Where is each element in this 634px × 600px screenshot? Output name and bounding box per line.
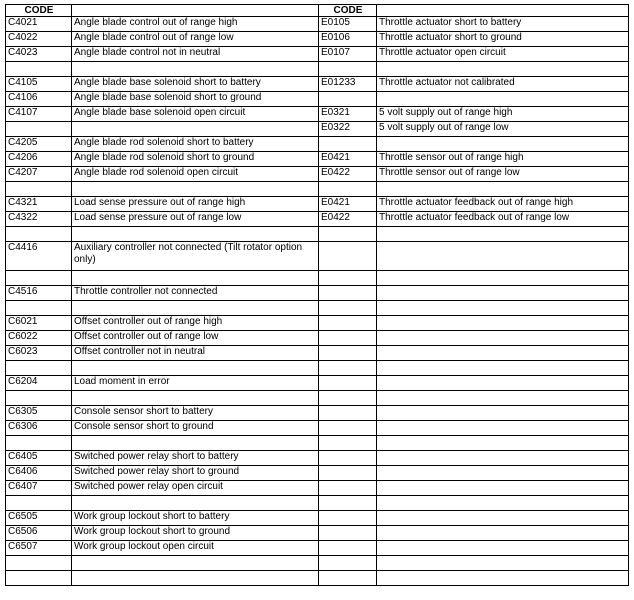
left-description-cell: Angle blade control out of range high [72,17,319,32]
right-code-cell [319,286,377,301]
left-code-cell [6,227,72,242]
table-row [6,436,629,451]
table-row [6,301,629,316]
left-description-cell [72,436,319,451]
header-code-right: CODE [319,5,377,17]
right-code-cell: E0322 [319,122,377,137]
right-description-cell [377,331,629,346]
left-code-cell: C4205 [6,137,72,152]
left-description-cell: Switched power relay open circuit [72,481,319,496]
left-code-cell [6,571,72,586]
right-description-cell [377,451,629,466]
table-row [6,271,629,286]
table-row [6,227,629,242]
left-code-cell: C6305 [6,406,72,421]
left-description-cell [72,122,319,137]
left-code-cell: C4321 [6,197,72,212]
right-description-cell [377,227,629,242]
left-description-cell: Angle blade rod solenoid short to battery [72,137,319,152]
left-description-cell: Angle blade base solenoid open circuit [72,107,319,122]
left-description-cell [72,571,319,586]
right-code-cell [319,391,377,406]
right-description-cell: Throttle actuator open circuit [377,47,629,62]
left-code-cell [6,62,72,77]
left-code-cell: C6405 [6,451,72,466]
right-code-cell [319,421,377,436]
table-row [6,316,629,331]
left-description-cell [72,391,319,406]
right-description-cell: 5 volt supply out of range low [377,122,629,137]
table-row [6,242,629,271]
left-description-cell: Angle blade rod solenoid short to ground [72,152,319,167]
right-code-cell [319,361,377,376]
right-code-cell [319,526,377,541]
left-description-cell: Console sensor short to ground [72,421,319,436]
left-code-cell [6,301,72,316]
table-row [6,376,629,391]
right-code-cell [319,92,377,107]
left-code-cell [6,496,72,511]
table-row [6,17,629,32]
left-description-cell: Offset controller out of range low [72,331,319,346]
right-description-cell: Throttle sensor out of range high [377,152,629,167]
left-code-cell: C6505 [6,511,72,526]
right-description-cell [377,346,629,361]
right-description-cell: Throttle actuator feedback out of range high [377,197,629,212]
left-code-cell: C4021 [6,17,72,32]
left-description-cell: Switched power relay short to ground [72,466,319,481]
right-code-cell: E0421 [319,197,377,212]
right-code-cell [319,496,377,511]
left-code-cell: C4322 [6,212,72,227]
left-code-cell: C4022 [6,32,72,47]
left-description-cell: Angle blade base solenoid short to ground [72,92,319,107]
right-code-cell: E0422 [319,212,377,227]
left-code-cell: C6407 [6,481,72,496]
left-description-cell [72,361,319,376]
right-code-cell [319,466,377,481]
left-description-cell [72,62,319,77]
left-description-cell: Offset controller out of range high [72,316,319,331]
right-description-cell [377,526,629,541]
left-code-cell [6,271,72,286]
left-code-cell [6,436,72,451]
table-row [6,421,629,436]
right-code-cell [319,511,377,526]
left-code-cell: C4023 [6,47,72,62]
left-code-cell: C4106 [6,92,72,107]
right-code-cell [319,541,377,556]
left-description-cell: Load sense pressure out of range low [72,212,319,227]
table-row [6,571,629,586]
table-row [6,152,629,167]
left-code-cell: C6023 [6,346,72,361]
right-description-cell [377,182,629,197]
table-row [6,511,629,526]
right-description-cell [377,556,629,571]
right-code-cell [319,62,377,77]
right-description-cell [377,361,629,376]
left-code-cell: C6507 [6,541,72,556]
table-body [6,17,629,586]
right-description-cell [377,421,629,436]
right-code-cell [319,436,377,451]
right-code-cell: E0321 [319,107,377,122]
table-row [6,47,629,62]
right-code-cell [319,137,377,152]
table-row [6,122,629,137]
left-description-cell: Offset controller not in neutral [72,346,319,361]
left-description-cell: Angle blade control not in neutral [72,47,319,62]
table-row [6,556,629,571]
right-description-cell [377,376,629,391]
header-description-left [72,5,319,17]
table-row [6,62,629,77]
left-description-cell [72,227,319,242]
table-row [6,92,629,107]
table-row [6,197,629,212]
left-code-cell: C6406 [6,466,72,481]
right-description-cell [377,466,629,481]
left-description-cell: Load sense pressure out of range high [72,197,319,212]
right-code-cell: E0421 [319,152,377,167]
left-description-cell: Load moment in error [72,376,319,391]
table-row [6,406,629,421]
table-row [6,32,629,47]
table-row [6,346,629,361]
right-description-cell: Throttle actuator short to battery [377,17,629,32]
table-row [6,182,629,197]
right-description-cell [377,391,629,406]
right-description-cell [377,271,629,286]
right-description-cell [377,481,629,496]
table-row [6,286,629,301]
table-row [6,331,629,346]
right-description-cell [377,137,629,152]
table-row [6,167,629,182]
right-description-cell: Throttle actuator short to ground [377,32,629,47]
right-description-cell [377,436,629,451]
left-code-cell: C4206 [6,152,72,167]
table-row [6,541,629,556]
left-description-cell [72,556,319,571]
left-code-cell [6,556,72,571]
right-description-cell [377,301,629,316]
table-row [6,77,629,92]
fault-code-table [5,4,629,586]
right-description-cell [377,92,629,107]
header-description-right [377,5,629,17]
left-code-cell: C4416 [6,242,72,271]
right-code-cell [319,271,377,286]
left-code-cell: C4105 [6,77,72,92]
table-row [6,212,629,227]
right-code-cell [319,346,377,361]
table-row [6,107,629,122]
right-description-cell [377,316,629,331]
right-code-cell: E0107 [319,47,377,62]
left-description-cell: Angle blade rod solenoid open circuit [72,167,319,182]
left-description-cell [72,496,319,511]
right-code-cell: E0105 [319,17,377,32]
left-description-cell [72,271,319,286]
table-row [6,451,629,466]
left-code-cell [6,182,72,197]
table-row [6,481,629,496]
table-row [6,466,629,481]
right-code-cell [319,406,377,421]
left-description-cell: Console sensor short to battery [72,406,319,421]
left-code-cell: C6306 [6,421,72,436]
left-description-cell: Work group lockout short to ground [72,526,319,541]
left-description-cell: Work group lockout short to battery [72,511,319,526]
left-code-cell [6,122,72,137]
right-description-cell [377,496,629,511]
right-description-cell [377,286,629,301]
table-row [6,361,629,376]
left-code-cell: C4516 [6,286,72,301]
right-code-cell: E0106 [319,32,377,47]
right-code-cell [319,331,377,346]
right-code-cell [319,227,377,242]
right-code-cell [319,182,377,197]
left-description-cell: Angle blade control out of range low [72,32,319,47]
table-row [6,391,629,406]
right-description-cell [377,406,629,421]
right-code-cell: E01233 [319,77,377,92]
right-description-cell [377,541,629,556]
right-code-cell [319,376,377,391]
right-description-cell [377,242,629,271]
right-description-cell: Throttle actuator feedback out of range low [377,212,629,227]
left-code-cell: C6021 [6,316,72,331]
right-description-cell [377,62,629,77]
table-row [6,526,629,541]
right-code-cell [319,242,377,271]
table-header-row [6,5,629,17]
right-code-cell [319,481,377,496]
right-code-cell [319,571,377,586]
right-description-cell: 5 volt supply out of range high [377,107,629,122]
left-description-cell: Switched power relay short to battery [72,451,319,466]
right-description-cell [377,571,629,586]
right-code-cell [319,316,377,331]
right-description-cell [377,511,629,526]
right-description-cell: Throttle sensor out of range low [377,167,629,182]
right-code-cell: E0422 [319,167,377,182]
right-description-cell: Throttle actuator not calibrated [377,77,629,92]
left-description-cell: Auxiliary controller not connected (Tilt rotator option only) [72,242,319,271]
left-code-cell [6,361,72,376]
left-code-cell: C6204 [6,376,72,391]
left-description-cell: Angle blade base solenoid short to battery [72,77,319,92]
left-description-cell [72,182,319,197]
left-description-cell: Work group lockout open circuit [72,541,319,556]
left-description-cell: Throttle controller not connected [72,286,319,301]
left-code-cell: C6022 [6,331,72,346]
header-code-left: CODE [6,5,72,17]
right-code-cell [319,301,377,316]
left-code-cell: C4107 [6,107,72,122]
left-code-cell [6,391,72,406]
left-code-cell: C4207 [6,167,72,182]
right-code-cell [319,451,377,466]
table-row [6,137,629,152]
left-code-cell: C6506 [6,526,72,541]
table-row [6,496,629,511]
left-description-cell [72,301,319,316]
right-code-cell [319,556,377,571]
